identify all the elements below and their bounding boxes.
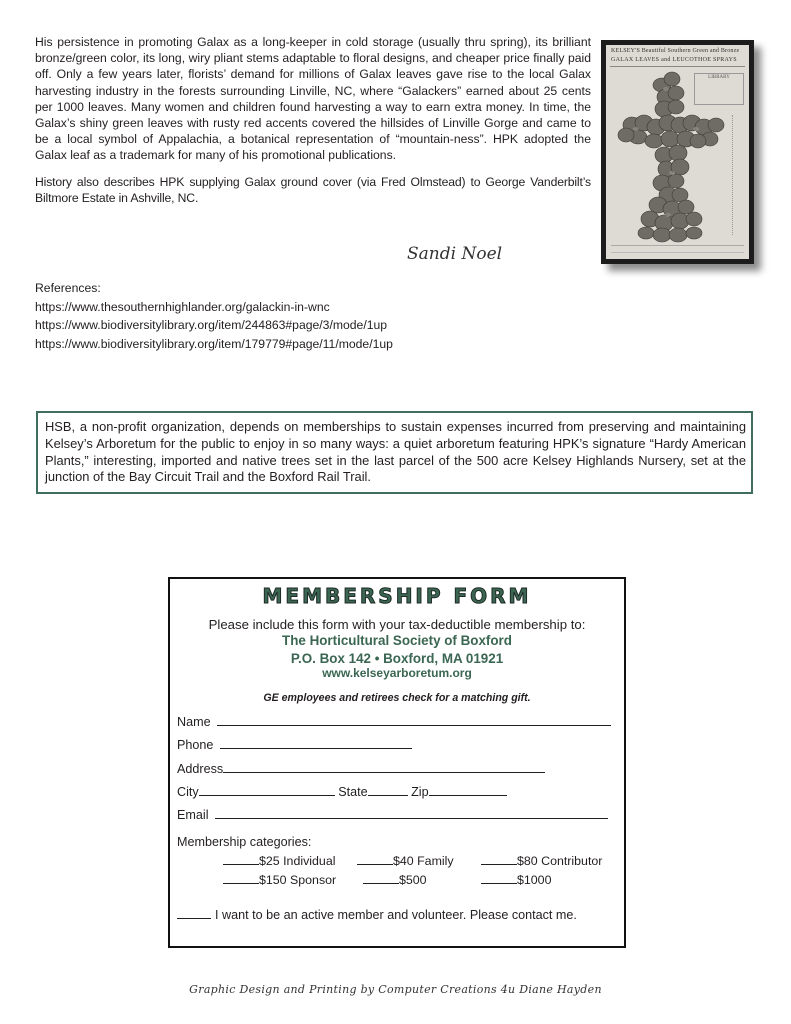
photo-content — [606, 45, 749, 259]
category-check-line[interactable] — [223, 853, 259, 865]
article-paragraph-2: History also describes HPK supplying Galax ground cover (via Fred Olmstead) to George Vanderbilt’s Biltmore Estate in Ashville, NC. — [35, 174, 591, 205]
category-check-line[interactable] — [223, 872, 259, 884]
org-name: The Horticultural Society of Boxford — [282, 633, 512, 648]
category-label: $40 Family — [393, 854, 454, 868]
hsb-notice-text: HSB, a non-profit organization, depends on memberships to sustain expenses incurred from preserving and maintaining Kelsey’s Arboretum for the public to enjoy in so many ways: a quiet arboretum featuring HPK’s signature “Hardy American Plants,” interesting, imported and native trees set in the last parcel of the 500 acre Kelsey Highlands Nursery, set at the junction of the Bay Circuit Trail and the Boxford Rail Trail. — [45, 419, 746, 485]
state-label: State — [338, 785, 368, 799]
category-contributor[interactable] — [481, 853, 602, 868]
zip-line[interactable] — [429, 784, 507, 796]
address-line[interactable] — [223, 761, 545, 773]
category-label: $500 — [399, 873, 427, 887]
name-field[interactable] — [177, 714, 611, 729]
zip-label: Zip — [411, 785, 429, 799]
category-check-line[interactable] — [363, 872, 399, 884]
photo-title-line-2: GALAX LEAVES and LEUCOTHOE SPRAYS — [611, 57, 737, 63]
library-stamp-text: LIBRARY — [708, 75, 730, 80]
hsb-notice-box — [36, 411, 753, 494]
form-title: MEMBERSHIP FORM — [262, 584, 532, 608]
category-individual[interactable] — [223, 853, 335, 868]
ge-matching-gift-note: GE employees and retirees check for a matching gift. — [263, 692, 531, 704]
category-label: $1000 — [517, 873, 552, 887]
references — [35, 279, 393, 353]
category-check-line[interactable] — [357, 853, 393, 865]
references-heading: References: — [35, 281, 101, 295]
volunteer-check-line[interactable] — [177, 907, 211, 919]
email-label: Email — [177, 808, 209, 822]
category-500[interactable] — [363, 872, 427, 887]
category-1000[interactable] — [481, 872, 551, 887]
article-paragraph-1: His persistence in promoting Galax as a long-keeper in cold storage (usually thru spring), its brilliant bronze/green color, its long, wiry pliant stems adaptable to floral designs, and cheaper price finally paid off. Only a few years later, florists’ demand for millions of Galax leaves gave rise to the local Galax harvesting industry in the forests surrounding Linville, NC, where “Galackers” earned about 25 cents per 1000 leaves. Many women and children found harvesting a way to earn extra money. In time, the Galax’s shiny green leaves with rusty red accents covered the hillsides of Linville Gorge and came to be a local symbol of Appalachia, a botanical representation of “mountain-ness”. HPK adopted the Galax leaf as a trademark for many of his promotional publications. — [35, 35, 591, 163]
category-label: $25 Individual — [259, 854, 336, 868]
email-field[interactable] — [177, 807, 608, 822]
name-line[interactable] — [217, 714, 611, 726]
category-family[interactable] — [357, 853, 454, 868]
city-line[interactable] — [199, 784, 335, 796]
signature: Sandi Noel — [407, 244, 503, 264]
galax-advertisement-photo — [601, 40, 754, 264]
city-state-zip-field[interactable] — [177, 784, 507, 799]
reference-link-2[interactable]: https://www.biodiversitylibrary.org/item/244863#page/3/mode/1up — [35, 318, 388, 332]
form-intro: Please include this form with your tax-deductible membership to: — [208, 617, 586, 632]
category-label: $80 Contributor — [517, 854, 603, 868]
state-line[interactable] — [368, 784, 408, 796]
volunteer-field[interactable] — [177, 907, 577, 922]
name-label: Name — [177, 715, 211, 729]
address-label: Address — [177, 762, 224, 776]
volunteer-label: I want to be an active member and volunteer. Please contact me. — [215, 908, 577, 922]
category-check-line[interactable] — [481, 872, 517, 884]
galax-leaf-cross-image — [606, 45, 749, 259]
org-address: P.O. Box 142 • Boxford, MA 01921 — [290, 651, 504, 666]
membership-form — [168, 577, 626, 948]
address-field[interactable] — [177, 761, 545, 776]
photo-bottom-caption — [611, 245, 744, 253]
photo-side-caption — [732, 115, 739, 235]
membership-categories-heading: Membership categories: — [177, 835, 312, 849]
phone-field[interactable] — [177, 737, 412, 752]
city-label: City — [177, 785, 199, 799]
category-sponsor[interactable] — [223, 872, 336, 887]
photo-title-line-1: KELSEY'S Beautiful Southern Green and Bronze — [611, 48, 740, 54]
phone-label: Phone — [177, 738, 214, 752]
phone-line[interactable] — [220, 737, 412, 749]
category-label: $150 Sponsor — [259, 873, 337, 887]
reference-link-1[interactable]: https://www.thesouthernhighlander.org/galackin-in-wnc — [35, 299, 330, 314]
org-url[interactable]: www.kelseyarboretum.org — [322, 666, 472, 680]
article — [35, 34, 591, 206]
design-credit-footer: Graphic Design and Printing by Computer Creations 4u Diane Hayden — [189, 983, 602, 996]
reference-link-3[interactable]: https://www.biodiversitylibrary.org/item/179779#page/11/mode/1up — [35, 336, 393, 351]
category-check-line[interactable] — [481, 853, 517, 865]
email-line[interactable] — [215, 807, 608, 819]
